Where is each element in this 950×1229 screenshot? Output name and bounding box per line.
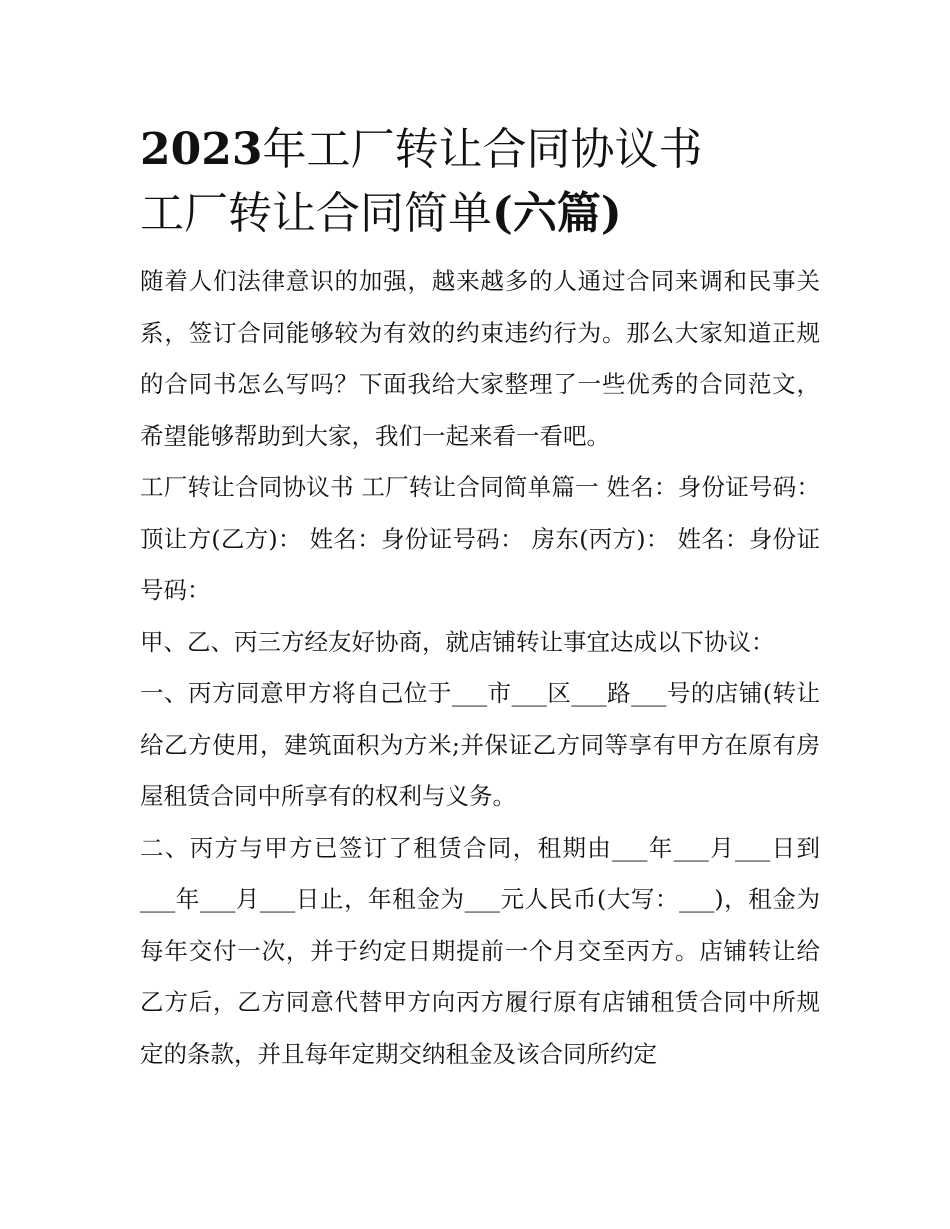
document-body — [140, 256, 820, 1080]
paragraph-parties: 工厂转让合同协议书 工厂转让合同简单篇一 姓名：身份证号码： 顶让方(乙方)： 姓名：身份证号码： 房东(丙方)： 姓名：身份证号码： — [140, 473, 820, 604]
paragraph-clause-2: 二、丙方与甲方已签订了租赁合同，租期由___年___月___日到___年___月___日止，年租金为___元人民币(大写：___)，租金为每年交付一次，并于约定日期提前一个月交至丙方。店铺转让给乙方后，乙方同意代替甲方向丙方履行原有店铺租赁合同中所规定的条款，并且每年定期交纳租金及该合同所约定 — [140, 833, 820, 1068]
title-line-1 — [140, 118, 820, 182]
title-year: 2023 — [140, 124, 263, 175]
title-line-1-text: 年工厂转让合同协议书 — [262, 124, 703, 175]
paragraph-agreement: 甲、乙、丙三方经友好协商，就店铺转让事宜达成以下协议： — [140, 627, 775, 656]
paragraph-intro: 随着人们法律意识的加强，越来越多的人通过合同来调和民事关系，签订合同能够较为有效的约束违约行为。那么大家知道正规的合同书怎么写吗？下面我给大家整理了一些优秀的合同范文，希望能够帮助到大家，我们一起来看一看吧。 — [140, 267, 820, 450]
title-line-2-paren: (六篇) — [492, 188, 622, 239]
title-line-2-text: 工厂转让合同简单 — [140, 188, 492, 239]
document-title — [140, 118, 820, 246]
paragraph-clause-1: 一、丙方同意甲方将自己位于___市___区___路___号的店铺(转让给乙方使用，建筑面积为方米;并保证乙方同等享有甲方在原有房屋租赁合同中所享有的权利与义务。 — [140, 679, 820, 810]
title-line-2 — [140, 182, 820, 246]
document-content — [140, 118, 820, 1080]
